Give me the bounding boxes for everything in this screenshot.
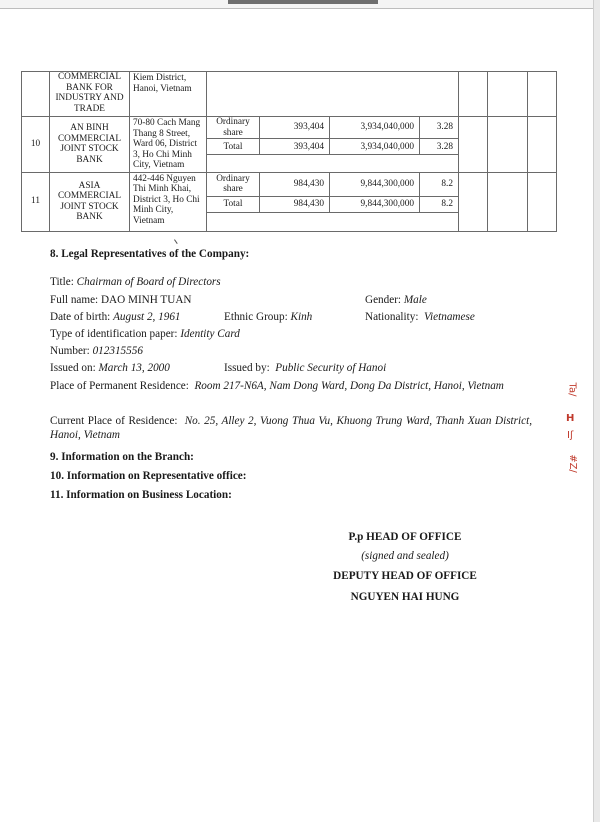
issued-by-value: Public Security of Hanoi <box>275 362 387 374</box>
empty-cell <box>488 72 528 117</box>
share-ratio: 3.28 <box>420 139 459 155</box>
issued-by-line <box>224 361 386 375</box>
shareholder-address: Kiem District, Hanoi, Vietnam <box>130 72 207 117</box>
permanent-residence <box>50 379 532 393</box>
empty-cell <box>488 172 528 231</box>
empty-cell <box>459 172 488 231</box>
shareholder-address: 442-446 Nguyen Thi Minh Khai, District 3, Ho Chi Minh City, Vietnam <box>130 172 207 231</box>
id-number-value: 012315556 <box>92 345 143 357</box>
dob-value: August 2, 1961 <box>113 311 181 323</box>
share-type: Ordinary share <box>207 117 260 139</box>
issued-on-value: March 13, 2000 <box>98 362 170 374</box>
share-count: 984,430 <box>260 196 330 212</box>
scan-top-edge <box>0 0 600 9</box>
shareholder-name: ASIA COMMERCIAL JOINT STOCK BANK <box>50 172 130 231</box>
share-count: 984,430 <box>260 172 330 196</box>
empty-cell <box>528 172 557 231</box>
section-10-heading: 10. Information on Representative office: <box>50 470 247 482</box>
issued-on-label: Issued on: <box>50 362 96 374</box>
id-number-line <box>50 344 143 358</box>
margin-stamp-mark: H <box>566 413 575 424</box>
empty-cell <box>528 117 557 173</box>
id-type-label: Type of identification paper: <box>50 328 178 340</box>
issued-on-line <box>50 361 170 375</box>
empty-cell <box>207 212 459 231</box>
nationality-line <box>365 310 475 324</box>
empty-cell <box>207 155 459 172</box>
section-9-heading: 9. Information on the Branch: <box>50 451 194 463</box>
current-residence <box>50 414 532 442</box>
share-count: 393,404 <box>260 139 330 155</box>
empty-cell <box>528 72 557 117</box>
share-cell <box>207 72 459 117</box>
gender-line <box>365 293 427 307</box>
empty-cell <box>459 72 488 117</box>
share-count: 393,404 <box>260 117 330 139</box>
full-name-line <box>50 293 192 307</box>
nationality-label: Nationality: <box>365 311 419 323</box>
scan-right-edge <box>593 0 600 822</box>
empty-cell <box>488 117 528 173</box>
ethnic-line <box>224 310 312 324</box>
share-value: 9,844,300,000 <box>330 196 420 212</box>
title-label: Title: <box>50 276 74 288</box>
dob-line <box>50 310 181 324</box>
signature-note: (signed and sealed) <box>361 550 449 562</box>
id-type-value: Identity Card <box>180 328 240 340</box>
id-number-label: Number: <box>50 345 90 357</box>
table-row <box>22 117 557 139</box>
gender-value: Male <box>403 294 427 306</box>
empty-cell <box>459 117 488 173</box>
full-name-label: Full name: <box>50 294 99 306</box>
signature-name: NGUYEN HAI HUNG <box>350 591 460 603</box>
share-type: Total <box>207 196 260 212</box>
nationality-value: Vietnamese <box>424 311 475 323</box>
share-type: Ordinary share <box>207 172 260 196</box>
share-ratio: 8.2 <box>420 196 459 212</box>
pen-tick-mark <box>174 237 181 244</box>
row-number <box>22 72 50 117</box>
row-number: 10 <box>22 117 50 173</box>
table-row <box>22 72 557 117</box>
share-value: 9,844,300,000 <box>330 172 420 196</box>
id-type-line <box>50 327 240 341</box>
margin-stamp-mark: Iʃ <box>567 430 574 441</box>
share-value: 3,934,040,000 <box>330 139 420 155</box>
scan-tab <box>228 0 378 4</box>
section-11-heading: 11. Information on Business Location: <box>50 489 232 501</box>
share-ratio: 8.2 <box>420 172 459 196</box>
section-8-heading: 8. Legal Representatives of the Company: <box>50 248 250 260</box>
share-type: Total <box>207 139 260 155</box>
title-value: Chairman of Board of Directors <box>76 276 221 288</box>
current-residence-label: Current Place of Residence: <box>50 415 178 427</box>
signature-position: DEPUTY HEAD OF OFFICE <box>333 570 477 582</box>
gender-label: Gender: <box>365 294 402 306</box>
ethnic-label: Ethnic Group: <box>224 311 288 323</box>
margin-stamp-mark: Ta/ <box>566 382 578 397</box>
full-name-value: DAO MINH TUAN <box>100 294 192 306</box>
signature-office-title: P.p HEAD OF OFFICE <box>348 531 462 543</box>
issued-by-label: Issued by: <box>224 362 270 374</box>
row-number: 11 <box>22 172 50 231</box>
dob-label: Date of birth: <box>50 311 111 323</box>
ethnic-value: Kinh <box>290 311 313 323</box>
margin-stamp-mark: #Z/ <box>566 454 578 473</box>
current-residence-value: No. 25, Alley 2, Vuong Thua Vu, Khuong Trung Ward, Thanh Xuan District, Hanoi, Vietnam <box>50 415 532 441</box>
permanent-residence-value: Room 217-N6A, Nam Dong Ward, Dong Da District, Hanoi, Vietnam <box>194 380 504 392</box>
shareholder-address: 70-80 Cach Mang Thang 8 Street, Ward 06, District 3, Ho Chi Minh City, Vietnam <box>130 117 207 173</box>
share-value: 3,934,040,000 <box>330 117 420 139</box>
shareholder-name: COMMERCIAL BANK FOR INDUSTRY AND TRADE <box>50 72 130 117</box>
shareholder-name: AN BINH COMMERCIAL JOINT STOCK BANK <box>50 117 130 173</box>
title-line <box>50 275 221 289</box>
table-row <box>22 172 557 196</box>
permanent-residence-label: Place of Permanent Residence: <box>50 380 189 392</box>
shareholder-table <box>21 71 557 232</box>
share-ratio: 3.28 <box>420 117 459 139</box>
